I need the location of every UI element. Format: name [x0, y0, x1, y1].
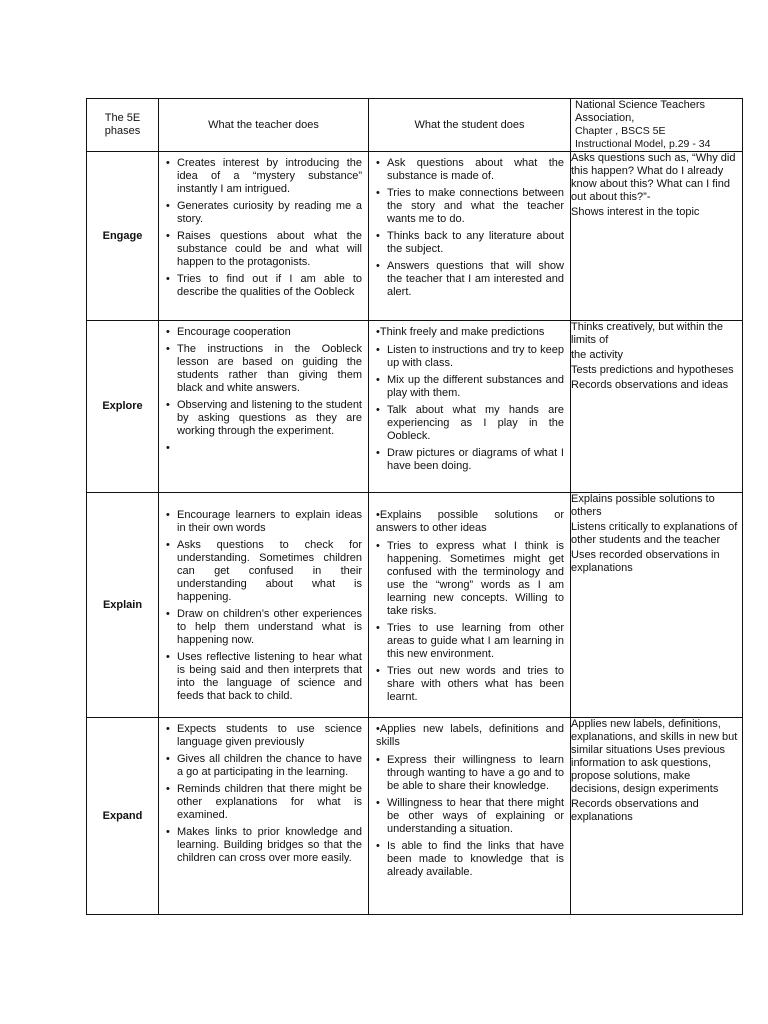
list-item: • Tries to use learning from other areas to guide what I am learning in this new environment.: [387, 622, 564, 661]
list-item: • Expects students to use science language given previously: [177, 723, 362, 749]
teacher-cell: [159, 493, 369, 718]
list-item: • Observing and listening to the student by asking questions as they are working through the experiment.: [177, 399, 362, 438]
list-item: • Encourage learners to explain ideas in their own words: [177, 509, 362, 535]
table-row-expand: [87, 718, 743, 915]
list-item: • Uses reflective listening to hear what is being said and then interprets that into the language of science and feeds that back to child.: [177, 651, 362, 703]
nsta-text: Uses recorded observations in explanations: [571, 549, 720, 574]
phase-label: Explain: [87, 493, 159, 718]
list-item: • Thinks back to any literature about the subject.: [387, 230, 564, 256]
teacher-cell: [159, 321, 369, 493]
header-nsta-line2: Chapter , BSCS 5E: [575, 125, 666, 137]
nsta-cell: [571, 718, 743, 915]
nsta-cell: [571, 321, 743, 493]
list-item: • Talk about what my hands are experiencing as I play in the Oobleck.: [387, 404, 564, 443]
5e-model-table: [86, 98, 743, 915]
nsta-text: Tests predictions and hypotheses: [571, 364, 734, 376]
student-cell: [369, 493, 571, 718]
list-item: • Ask questions about what the substance is made of.: [387, 157, 564, 183]
header-row: [87, 99, 743, 152]
nsta-cell: [571, 493, 743, 718]
table-row-engage: [87, 152, 743, 321]
list-item: • Tries out new words and tries to share with others what has been learnt.: [387, 665, 564, 704]
nsta-text: Records observations and ideas: [571, 379, 729, 391]
list-item: • Express their willingness to learn through wanting to have a go and to be able to share their knowledge.: [387, 754, 564, 793]
student-cell: [369, 718, 571, 915]
list-item: • Raises questions about what the substance could be and what will happen to the protagonists.: [177, 230, 362, 269]
table-row-explain: [87, 493, 743, 718]
list-item: • Makes links to prior knowledge and learning. Building bridges so that the children can cross over more easily.: [177, 826, 362, 865]
header-nsta: [571, 99, 743, 152]
header-phases: The 5E phases: [87, 99, 159, 152]
phase-label: Expand: [87, 718, 159, 915]
list-item: • The instructions in the Oobleck lesson are based on guiding the students rather than giving them black and white answers.: [177, 343, 362, 395]
list-item: • Tries to find out if I am able to describe the qualities of the Oobleck: [177, 273, 362, 299]
nsta-text: Shows interest in the topic: [571, 206, 700, 218]
list-item: • Asks questions to check for understanding. Sometimes children can get confused in their understanding about what is happening.: [177, 539, 362, 604]
list-item: • Encourage cooperation: [177, 326, 362, 339]
list-intro: •Applies new labels, definitions and skills: [376, 723, 564, 748]
nsta-text: the activity: [571, 349, 623, 361]
list-intro: •Think freely and make predictions: [376, 326, 545, 338]
teacher-cell: [159, 152, 369, 321]
nsta-text: Asks questions such as, “Why did this happen? What do I already know about this? What can I find out about this?”-: [571, 152, 736, 203]
nsta-text: Listens critically to explanations of other students and the teacher: [571, 521, 738, 546]
list-item: • Mix up the different substances and play with them.: [387, 374, 564, 400]
list-item: • Creates interest by introducing the idea of a “mystery substance” instantly I am intrigued.: [177, 157, 362, 196]
header-nsta-line1: National Science Teachers Association,: [575, 99, 706, 124]
nsta-text: Explains possible solutions to others: [571, 493, 715, 518]
list-item: • Draw pictures or diagrams of what I have been doing.: [387, 447, 564, 473]
list-item: • Tries to express what I think is happening. Sometimes might get confused with the terminology and use the “wrong” words as I am learning new concepts. Willing to take risks.: [387, 540, 564, 618]
header-student: What the student does: [369, 99, 571, 152]
phase-label: Engage: [87, 152, 159, 321]
list-item: • Listen to instructions and try to keep up with class.: [387, 344, 564, 370]
teacher-cell: [159, 718, 369, 915]
list-item: • Tries to make connections between the story and what the teacher wants me to do.: [387, 187, 564, 226]
list-intro: •Explains possible solutions or answers to other ideas: [376, 509, 564, 534]
nsta-cell: [571, 152, 743, 321]
student-cell: [369, 152, 571, 321]
header-nsta-line3: Instructional Model, p.29 - 34: [575, 138, 711, 150]
list-item: • Gives all children the chance to have a go at participating in the learning.: [177, 753, 362, 779]
nsta-text: Records observations and explanations: [571, 798, 699, 823]
list-item: • Generates curiosity by reading me a story.: [177, 200, 362, 226]
nsta-text: Applies new labels, definitions, explanations, and skills in new but similar situations Uses previous information to ask questions, propose solutions, make decisions, design experiments: [571, 718, 738, 795]
list-item: • Is able to find the links that have been made to knowledge that is already available.: [387, 840, 564, 879]
list-item: • Willingness to hear that there might be other ways of explaining or understanding a situation.: [387, 797, 564, 836]
nsta-text: Thinks creatively, but within the limits of: [571, 321, 724, 346]
phase-label: Explore: [87, 321, 159, 493]
list-item: • Answers questions that will show the teacher that I am interested and alert.: [387, 260, 564, 299]
student-cell: [369, 321, 571, 493]
table-row-explore: [87, 321, 743, 493]
list-item: • Reminds children that there might be other explanations for what is examined.: [177, 783, 362, 822]
header-teacher: What the teacher does: [159, 99, 369, 152]
list-item: • Draw on children’s other experiences to help them understand what is happening now.: [177, 608, 362, 647]
